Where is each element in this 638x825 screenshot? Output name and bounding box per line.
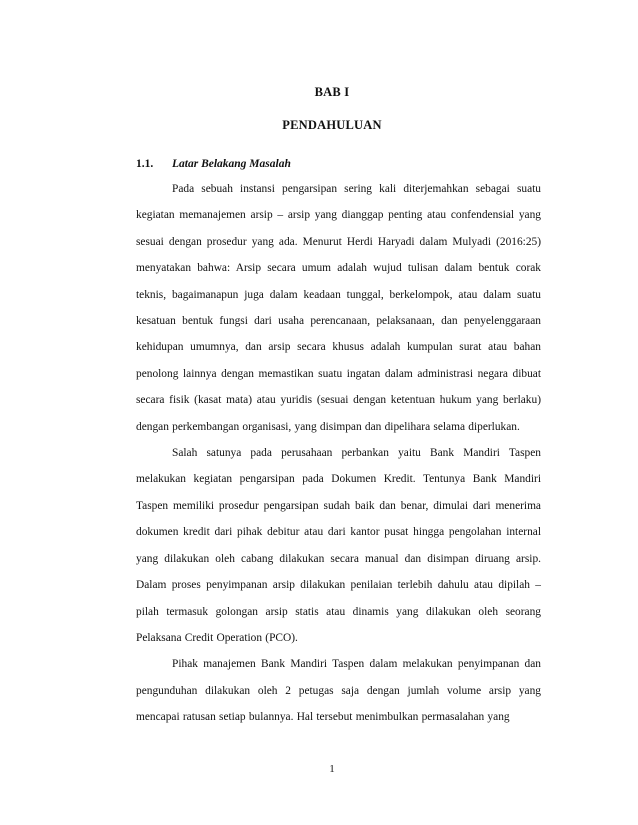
section-number: 1.1. (136, 158, 154, 170)
page-number: 1 (329, 763, 335, 775)
paragraph: Salah satunya pada perusahaan perbankan yaitu Bank Mandiri Taspen melakukan kegiatan pengarsipan pada Dokumen Kredit. Tentunya Bank Mandiri Taspen memiliki prosedur pengarsipan sudah baik dan benar, dimulai dari menerima dokumen kredit dari pihak debitur atau dari kantor pusat hingga pengolahan internal yang dilakukan oleh cabang dilakukan secara manual dan disimpan diruang arsip. Dalam proses penyimpanan arsip dilakukan penilaian terlebih dahulu atau dipilah – pilah termasuk golongan arsip statis atau dinamis yang dilakukan oleh seorang Pelaksana Credit Operation (PCO). (136, 447, 541, 644)
section-heading (136, 158, 291, 170)
body-text (136, 176, 541, 731)
section-title: Latar Belakang Masalah (172, 158, 291, 170)
paragraph: Pada sebuah instansi pengarsipan sering kali diterjemahkan sebagai suatu kegiatan memanajemen arsip – arsip yang dianggap penting atau confendensial yang sesuai dengan prosedur yang ada. Menurut Herdi Haryadi dalam Mulyadi (2016:25) menyatakan bahwa: Arsip secara umum adalah wujud tulisan dalam bentuk corak teknis, bagaimanapun juga dalam keadaan tunggal, berkelompok, atau dalam suatu kesatuan bentuk fungsi dari usaha perencanaan, pelaksanaan, dan penyelenggaraan kehidupan umumnya, dan arsip secara khusus adalah kumpulan surat atau bahan penolong lainnya dengan memastikan suatu ingatan dalam administrasi negara dibuat secara fisik (kasat mata) atau yuridis (sesuai dengan ketentuan hukum yang berlaku) dengan perkembangan organisasi, yang disimpan dan dipelihara selama diperlukan. (136, 183, 541, 433)
paragraph: Pihak manajemen Bank Mandiri Taspen dalam melakukan penyimpanan dan pengunduhan dilakukan oleh 2 petugas saja dengan jumlah volume arsip yang mencapai ratusan setiap bulannya. Hal tersebut menimbulkan permasalahan yang (136, 658, 541, 724)
chapter-label: BAB I (314, 85, 350, 99)
chapter-title: PENDAHULUAN (282, 118, 382, 132)
